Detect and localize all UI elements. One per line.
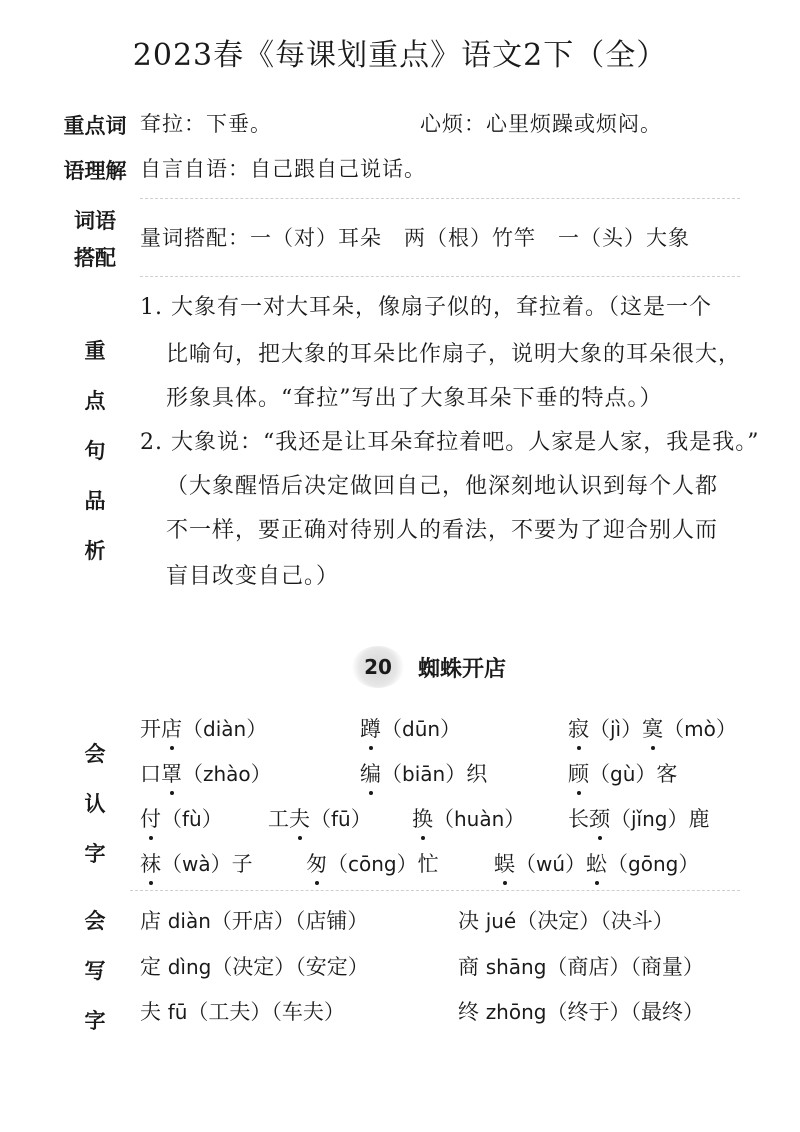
write-item: 定 dìng（决定）（安定） bbox=[140, 955, 369, 979]
dotted-char: 颈 bbox=[589, 803, 610, 833]
recognize-label-char: 认 bbox=[84, 792, 106, 816]
collocation-label-2: 搭配 bbox=[74, 246, 116, 270]
pinyin: jué bbox=[485, 909, 517, 933]
write-item: 店 diàn（开店）（店铺） bbox=[140, 909, 369, 933]
recognize-item: 蜈（wú）蚣（gōng） bbox=[494, 848, 699, 878]
dotted-char: 夫 bbox=[289, 803, 310, 833]
recognize-item: 工夫（fū） bbox=[268, 803, 372, 833]
dotted-char: 寞 bbox=[642, 713, 663, 743]
recognize-label bbox=[45, 738, 145, 868]
dotted-char: 蚣 bbox=[586, 848, 607, 878]
recognize-item: 匆（cōng）忙 bbox=[306, 848, 439, 878]
analysis-label bbox=[45, 335, 145, 565]
recognize-item: 开店（diàn） bbox=[140, 713, 267, 743]
recognize-item: 蹲（dūn） bbox=[360, 713, 461, 743]
pinyin: gù bbox=[610, 762, 636, 786]
pinyin: huàn bbox=[454, 807, 505, 831]
write-words: （终于）（最终） bbox=[546, 1000, 704, 1024]
pinyin: biān bbox=[402, 762, 446, 786]
pinyin: cōng bbox=[348, 852, 397, 876]
sentence-2-line-4: 盲目改变自己。） bbox=[166, 564, 340, 589]
dotted-char: 付 bbox=[140, 803, 161, 833]
pinyin: zhào bbox=[203, 762, 251, 786]
sentence-2-line-1: 2. 大象说：“我还是让耳朵耷拉着吧。人家是人家，我是我。” bbox=[140, 430, 760, 455]
pinyin: fū bbox=[167, 1000, 188, 1024]
analysis-label-char: 品 bbox=[84, 489, 106, 513]
recognize-item: 寂（jì）寞（mò） bbox=[568, 713, 737, 743]
dotted-char: 店 bbox=[161, 713, 182, 743]
pinyin: shāng bbox=[485, 955, 547, 979]
dotted-char: 编 bbox=[360, 758, 381, 788]
dotted-char: 顾 bbox=[568, 758, 589, 788]
sentence-1-line-3: 形象具体。“耷拉”写出了大象耳朵下垂的特点。） bbox=[166, 386, 663, 411]
vocab-label-line2: 语理解 bbox=[63, 159, 127, 183]
sentence-1-line-1: 1. 大象有一对大耳朵，像扇子似的，耷拉着。（这是一个 bbox=[140, 295, 712, 320]
write-words: （决定）（决斗） bbox=[516, 909, 674, 933]
dotted-char: 袜 bbox=[140, 848, 161, 878]
collocation-label-1: 词语 bbox=[74, 209, 116, 233]
recognize-item: 长颈（jǐng）鹿 bbox=[568, 803, 709, 833]
divider bbox=[140, 276, 740, 277]
pinyin: diàn bbox=[167, 909, 211, 933]
write-label-char: 字 bbox=[84, 1009, 106, 1033]
pinyin: dūn bbox=[402, 717, 441, 741]
pinyin: gōng bbox=[628, 852, 679, 876]
vocab-item-3: 自言自语：自己跟自己说话。 bbox=[140, 157, 426, 181]
dotted-char: 换 bbox=[412, 803, 433, 833]
pinyin: dìng bbox=[167, 955, 212, 979]
write-item: 夫 fū（工夫）（车夫） bbox=[140, 1000, 345, 1024]
dotted-char: 罩 bbox=[161, 758, 182, 788]
analysis-label-char: 重 bbox=[84, 339, 106, 363]
write-label-char: 写 bbox=[84, 959, 106, 983]
collocation-text: 量词搭配：一（对）耳朵 两（根）竹竿 一（头）大象 bbox=[140, 226, 690, 250]
vocab-label-line1: 重点词 bbox=[63, 114, 127, 138]
recognize-item: 袜（wà）子 bbox=[140, 848, 253, 878]
pinyin: zhōng bbox=[485, 1000, 547, 1024]
recognize-item: 换（huàn） bbox=[412, 803, 525, 833]
recognize-item: 顾（gù）客 bbox=[568, 758, 677, 788]
pinyin: diàn bbox=[203, 717, 247, 741]
write-words: （商店）（商量） bbox=[546, 955, 704, 979]
pinyin: jì bbox=[610, 717, 622, 741]
pinyin: wà bbox=[182, 852, 211, 876]
pinyin: jǐng bbox=[631, 807, 668, 831]
analysis-label-char: 析 bbox=[84, 539, 106, 563]
write-item: 商 shāng（商店）（商量） bbox=[458, 955, 704, 979]
lesson-number-badge: 20 bbox=[352, 646, 404, 688]
pinyin: wú bbox=[536, 852, 566, 876]
analysis-label-char: 点 bbox=[84, 389, 106, 413]
pinyin: fū bbox=[331, 807, 351, 831]
dotted-char: 蜈 bbox=[494, 848, 515, 878]
pinyin: fù bbox=[182, 807, 202, 831]
recognize-label-char: 字 bbox=[84, 842, 106, 866]
write-label-char: 会 bbox=[84, 909, 106, 933]
analysis-label-char: 句 bbox=[84, 439, 106, 463]
lesson-title: 蜘蛛开店 bbox=[418, 657, 507, 682]
sentence-2-line-3: 不一样，要正确对待别人的看法，不要为了迎合别人而 bbox=[166, 518, 719, 543]
write-item: 终 zhōng（终于）（最终） bbox=[458, 1000, 704, 1024]
recognize-item: 口罩（zhào） bbox=[140, 758, 272, 788]
dotted-char: 蹲 bbox=[360, 713, 381, 743]
sentence-1-line-2: 比喻句，把大象的耳朵比作扇子，说明大象的耳朵很大， bbox=[166, 342, 742, 367]
recognize-item: 付（fù） bbox=[140, 803, 223, 833]
divider bbox=[140, 198, 740, 199]
divider bbox=[130, 890, 740, 891]
write-item: 决 jué（决定）（决斗） bbox=[458, 909, 674, 933]
pinyin: mò bbox=[684, 717, 716, 741]
page-title: 2023春《每课划重点》语文2下（全） bbox=[132, 38, 668, 73]
write-words: （决定）（安定） bbox=[211, 955, 369, 979]
write-label bbox=[45, 905, 145, 1035]
recognize-label-char: 会 bbox=[84, 742, 106, 766]
dotted-char: 匆 bbox=[306, 848, 327, 878]
vocab-item-2: 心烦：心里烦躁或烦闷。 bbox=[420, 112, 662, 136]
write-words: （开店）（店铺） bbox=[210, 909, 369, 933]
vocab-item-1: 耷拉：下垂。 bbox=[140, 112, 272, 136]
sentence-2-line-2: （大象醒悟后决定做回自己，他深刻地认识到每个人都 bbox=[166, 474, 719, 499]
write-words: （工夫）（车夫） bbox=[187, 1000, 345, 1024]
dotted-char: 寂 bbox=[568, 713, 589, 743]
recognize-item: 编（biān）织 bbox=[360, 758, 487, 788]
